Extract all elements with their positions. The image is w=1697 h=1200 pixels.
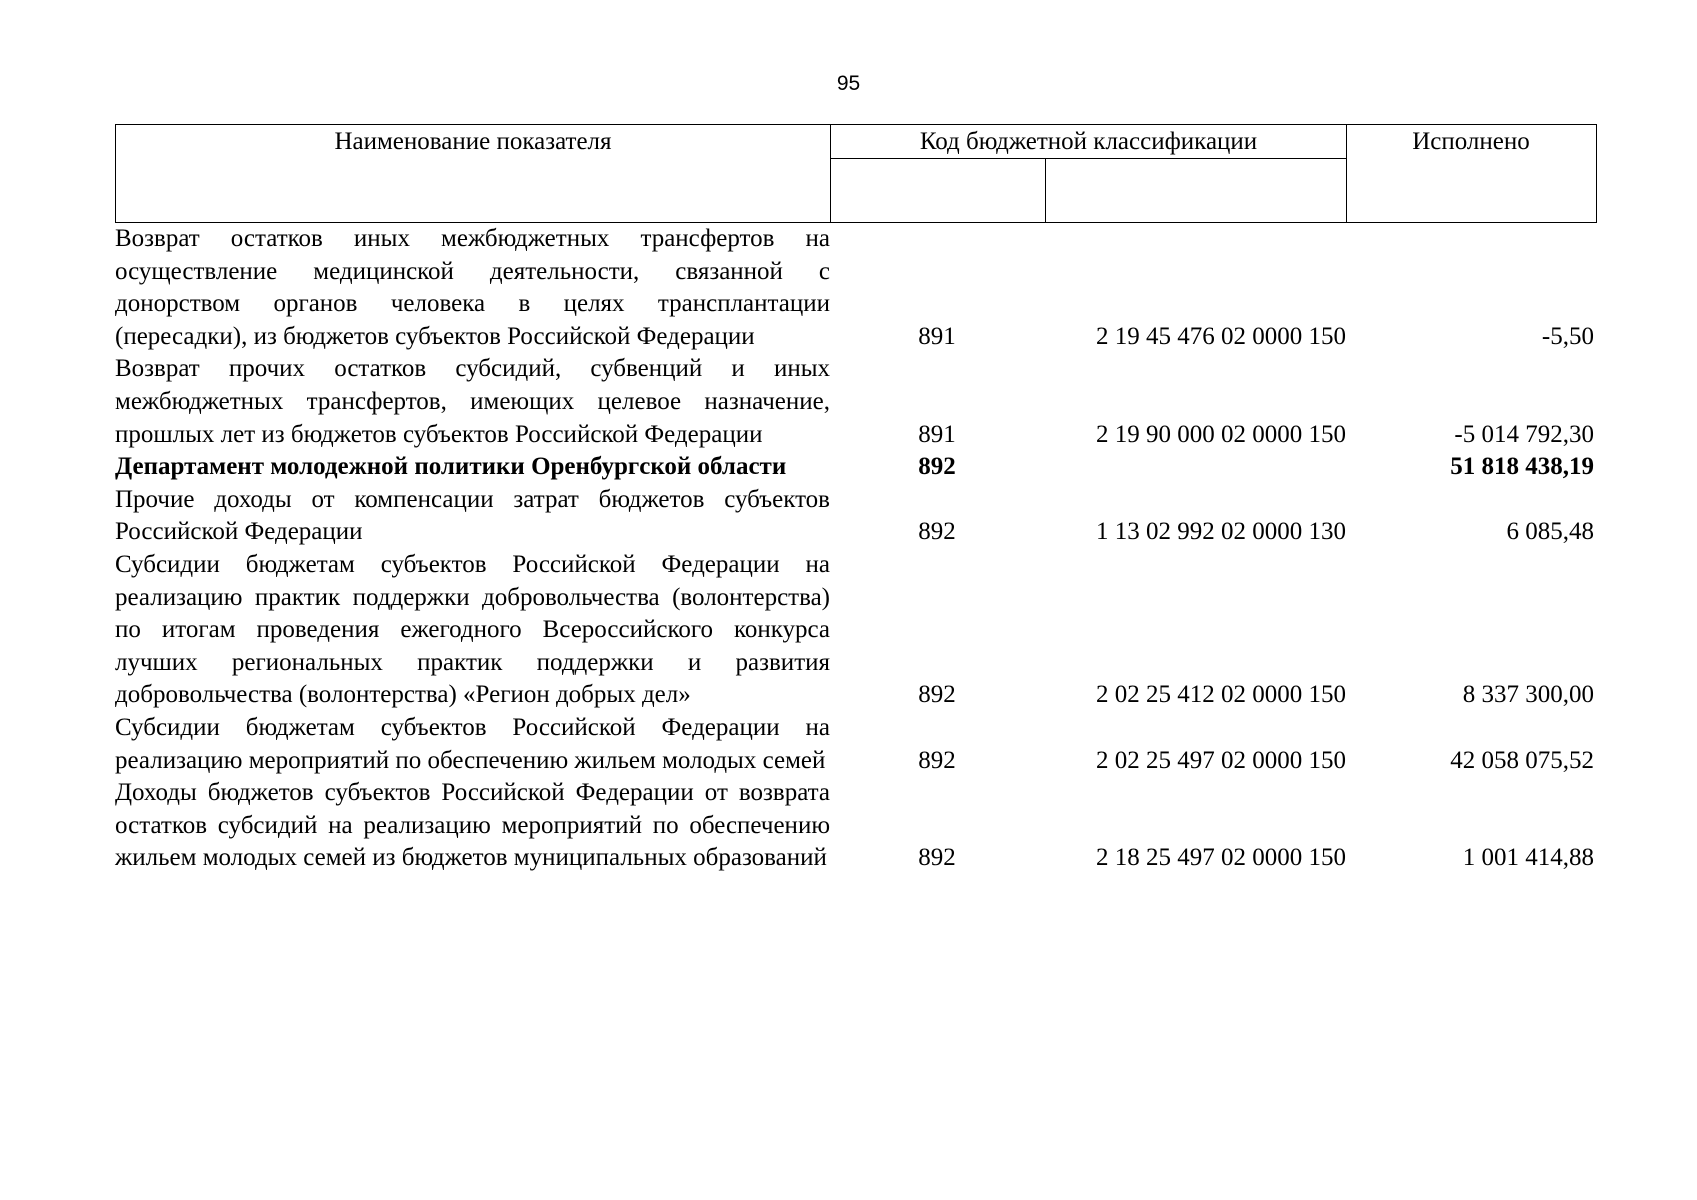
row-name: Субсидии бюджетам субъектов Российской Федерации на реализацию практик поддержки добровольчества (волонтерства) по итогам проведения ежегодного Всероссийского конкурса лучших региональных практик поддержки и развития добровольчества (волонтерства) «Регион добрых дел»	[115, 550, 830, 709]
row-name: Субсидии бюджетам субъектов Российской Федерации на реализацию мероприятий по обеспечению жильем молодых семей	[115, 713, 830, 774]
header-name-cell	[116, 125, 831, 222]
table-row	[115, 484, 1597, 549]
header-code-subcells	[831, 158, 1346, 222]
row-admin-code: 892	[918, 746, 956, 774]
table-row	[115, 223, 1597, 353]
row-kbk: 2 02 25 412 02 0000 150	[1096, 681, 1346, 709]
table-row	[115, 777, 1597, 875]
row-kbk: 2 19 45 476 02 0000 150	[1096, 322, 1346, 350]
row-kbk: 1 13 02 992 02 0000 130	[1096, 518, 1346, 546]
header-code-cell	[831, 125, 1347, 222]
row-kbk: 2 02 25 497 02 0000 150	[1096, 746, 1346, 774]
table-row	[115, 549, 1597, 712]
row-admin-code: 891	[918, 420, 956, 448]
row-amount: 6 085,48	[1506, 518, 1594, 546]
header-executed-label: Исполнено	[1412, 128, 1530, 155]
row-name: Прочие доходы от компенсации затрат бюджетов субъектов Российской Федерации	[115, 485, 830, 546]
row-amount: 42 058 075,52	[1450, 746, 1594, 774]
department-admin-code: 892	[918, 453, 956, 481]
header-code-divider	[1045, 159, 1046, 222]
table-row	[115, 712, 1597, 777]
row-kbk: 2 18 25 497 02 0000 150	[1096, 844, 1346, 872]
department-total: 51 818 438,19	[1450, 453, 1594, 481]
header-executed-cell	[1347, 125, 1595, 222]
row-amount: -5,50	[1541, 322, 1594, 350]
row-name: Доходы бюджетов субъектов Российской Федерации от возврата остатков субсидий на реализацию мероприятий по обеспечению жильем молодых семей из бюджетов муниципальных образований	[115, 779, 830, 872]
row-admin-code: 892	[918, 681, 956, 709]
page-number: 95	[836, 72, 861, 95]
row-admin-code: 892	[918, 518, 956, 546]
department-name: Департамент молодежной политики Оренбургской области	[115, 453, 787, 481]
table-body	[115, 223, 1597, 875]
table-row	[115, 353, 1597, 451]
row-amount: 8 337 300,00	[1462, 681, 1594, 709]
row-admin-code: 892	[918, 844, 956, 872]
row-name: Возврат прочих остатков субсидий, субвенций и иных межбюджетных трансфертов, имеющих целевое назначение, прошлых лет из бюджетов субъектов Российской Федерации	[115, 355, 830, 448]
row-name: Возврат остатков иных межбюджетных трансфертов на осуществление медицинской деятельности, связанной с донорством органов человека в целях трансплантации (пересадки), из бюджетов субъектов Российской Федерации	[115, 225, 830, 350]
row-admin-code: 891	[918, 322, 956, 350]
row-amount: 1 001 414,88	[1462, 844, 1594, 872]
row-kbk: 2 19 90 000 02 0000 150	[1096, 420, 1346, 448]
table-header	[115, 124, 1597, 223]
header-code-label: Код бюджетной классификации	[919, 128, 1258, 155]
department-row	[115, 451, 1597, 484]
row-amount: -5 014 792,30	[1454, 420, 1594, 448]
header-name-label: Наименование показателя	[334, 128, 612, 155]
